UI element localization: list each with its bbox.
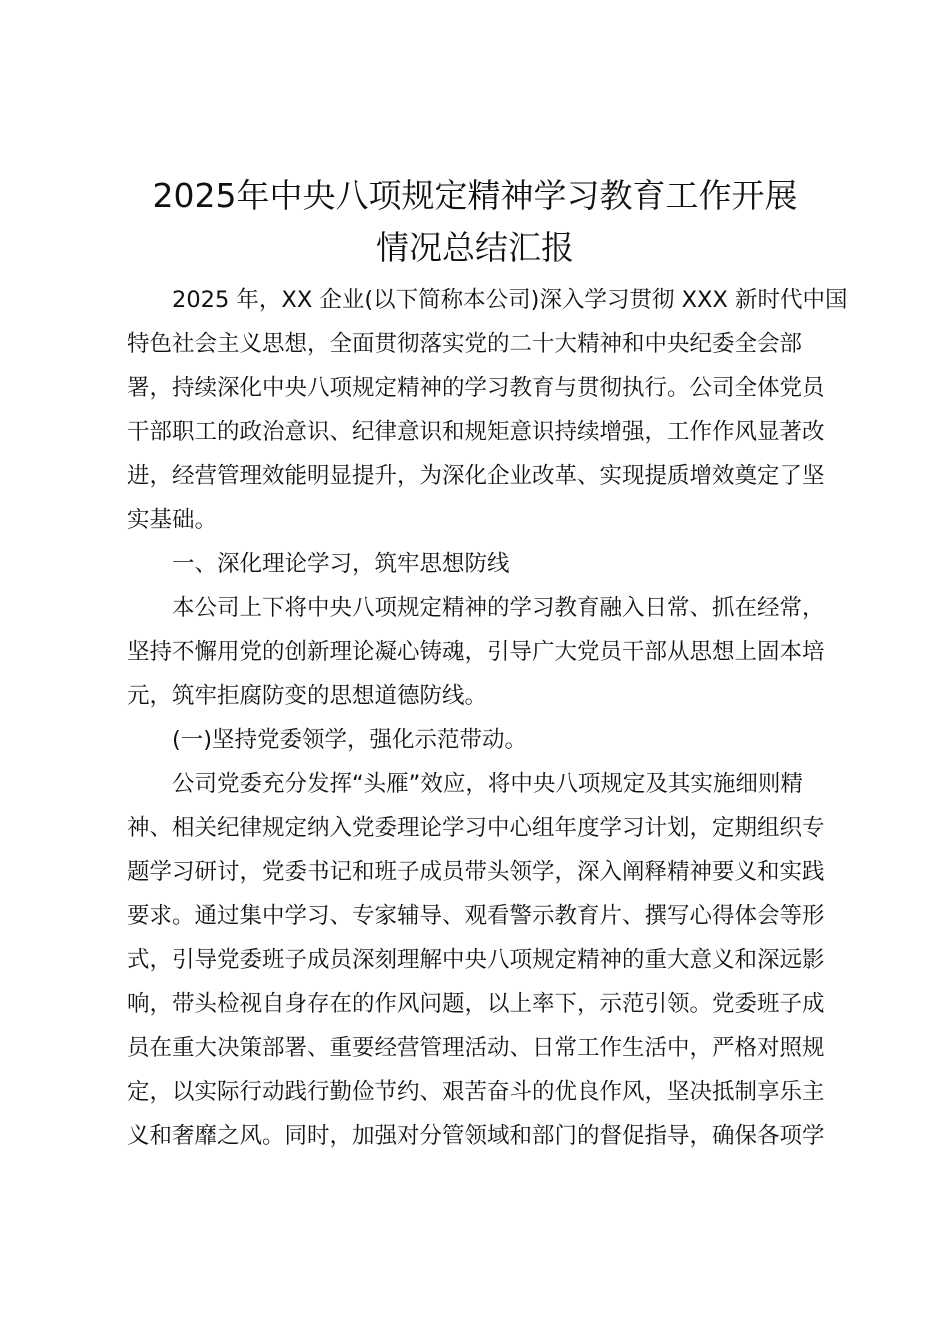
section-heading-1: 一、深化理论学习，筑牢思想防线 (172, 551, 510, 577)
body-line-6: 实基础。 (127, 507, 218, 533)
body-line-2: 特色社会主义思想，全面贯彻落实党的二十大精神和中央纪委全会部 (127, 331, 803, 357)
document-title-line-2: 情况总结汇报 (376, 228, 574, 267)
body-line-10: 公司党委充分发挥“头雁”效应，将中央八项规定及其实施细则精 (172, 771, 803, 797)
document-title-line-1: 2025年中央八项规定精神学习教育工作开展 (152, 176, 798, 215)
body-line-15: 响，带头检视自身存在的作风问题，以上率下，示范引领。党委班子成 (127, 991, 825, 1017)
body-line-16: 员在重大决策部署、重要经营管理活动、日常工作生活中，严格对照规 (127, 1035, 825, 1061)
body-line-9: 元，筑牢拒腐防变的思想道德防线。 (127, 683, 488, 709)
body-line-14: 式，引导党委班子成员深刻理解中央八项规定精神的重大意义和深远影 (127, 947, 825, 973)
body-line-7: 本公司上下将中央八项规定精神的学习教育融入日常、抓在经常， (172, 595, 825, 621)
body-line-1: 2025 年，XX 企业(以下简称本公司)深入学习贯彻 XXX 新时代中国 (172, 287, 848, 313)
body-line-18: 义和奢靡之风。同时，加强对分管领域和部门的督促指导，确保各项学 (127, 1123, 825, 1149)
body-line-13: 要求。通过集中学习、专家辅导、观看警示教育片、撰写心得体会等形 (127, 903, 825, 929)
body-line-5: 进，经营管理效能明显提升，为深化企业改革、实现提质增效奠定了坚 (127, 463, 825, 489)
body-line-3: 署，持续深化中央八项规定精神的学习教育与贯彻执行。公司全体党员 (127, 375, 825, 401)
body-line-17: 定，以实际行动践行勤俭节约、艰苦奋斗的优良作风，坚决抵制享乐主 (127, 1079, 825, 1105)
body-line-4: 干部职工的政治意识、纪律意识和规矩意识持续增强，工作作风显著改 (127, 419, 825, 445)
body-line-8: 坚持不懈用党的创新理论凝心铸魂，引导广大党员干部从思想上固本培 (127, 639, 825, 665)
subsection-heading-1: (一)坚持党委领学，强化示范带动。 (172, 727, 528, 753)
body-line-11: 神、相关纪律规定纳入党委理论学习中心组年度学习计划，定期组织专 (127, 815, 825, 841)
body-line-12: 题学习研讨，党委书记和班子成员带头领学，深入阐释精神要义和实践 (127, 859, 825, 885)
